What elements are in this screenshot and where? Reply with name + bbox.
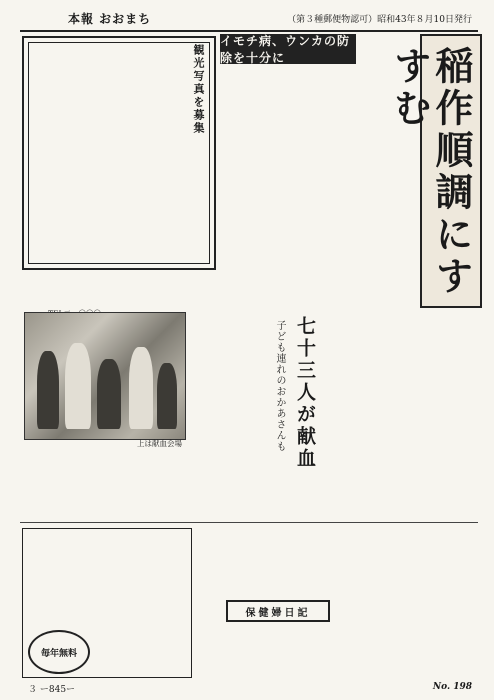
photo-caption-area (24, 438, 184, 458)
notice-title: 観光写真を募集 (192, 44, 205, 135)
blood-donation-subheadline: 子ども連れのおかあさんも (274, 320, 285, 452)
masthead (20, 8, 478, 32)
blood-donation-headline: 七十三人が献血 (294, 316, 316, 470)
diary-text (196, 622, 346, 676)
photo-figure (129, 347, 153, 429)
article-body-pest (220, 70, 356, 306)
masthead-title: 本報 おおまち (68, 12, 152, 26)
notice-box (22, 36, 216, 270)
bottom-right-text (350, 528, 448, 676)
bottom-mid-text (196, 528, 346, 596)
notice-inner-border (28, 42, 210, 264)
health-nurse-diary-banner: 保健婦日記 (226, 600, 330, 622)
photo-caption: 上は献血会場 (137, 439, 182, 448)
masthead-issue-info: （第３種郵便物認可）昭和43年８月10日発行 (287, 15, 472, 25)
article-body-blood (200, 312, 264, 460)
free-stamp: 毎年無料 (28, 630, 90, 674)
photo-figure (37, 351, 59, 429)
headline-box (387, 34, 482, 308)
article-body-pest-continued (354, 312, 480, 460)
section-divider (20, 522, 478, 523)
page-number: ３ ー845ー (28, 685, 76, 695)
pest-control-banner: イモチ病、ウンカの防除を十分に (220, 34, 356, 64)
article-body-blood-continued (24, 462, 124, 522)
photo-figure (65, 343, 91, 429)
photo-figure (157, 363, 177, 429)
photo-figure (97, 359, 121, 429)
article-body-rice (358, 38, 416, 306)
main-headline: 稲作順調にすすむ (387, 46, 474, 298)
notice-text (189, 44, 208, 249)
blood-donation-photo (24, 312, 186, 440)
issue-number: No. 198 (432, 682, 472, 692)
